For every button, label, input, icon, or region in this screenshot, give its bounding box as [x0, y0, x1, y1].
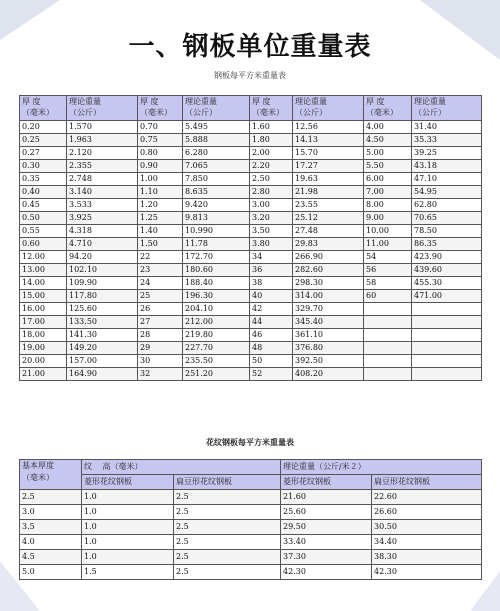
weight-cell: [412, 355, 482, 368]
diamond-pattern-header: 菱形花纹钢板: [281, 475, 372, 490]
diamond-weight-cell: 33.40: [281, 535, 372, 550]
theoretical-weight-header: 理论重量（公斤/米２）: [281, 460, 482, 475]
patterned-plate-table-caption: 花纹钢板每平方米重量表: [206, 437, 294, 447]
lentil-weight-cell: 22.60: [372, 490, 482, 505]
thickness-cell: 7.00: [364, 186, 412, 199]
weight-cell: 149.20: [67, 342, 138, 355]
weight-cell: 7.065: [183, 160, 250, 173]
table-row: [20, 290, 482, 303]
weight-cell: 345.40: [293, 316, 364, 329]
page-title: 一、钢板单位重量表: [128, 32, 372, 62]
thickness-cell: 4.50: [364, 134, 412, 147]
thickness-cell: 1.20: [138, 199, 183, 212]
thickness-header: 厚 度 （毫米）: [20, 96, 67, 121]
base-thickness-cell: 2.5: [20, 490, 82, 505]
weight-cell: 408.20: [293, 368, 364, 381]
weight-header: 理论重量 （公斤）: [412, 96, 482, 121]
table-row: [20, 173, 482, 186]
weight-cell: 117.80: [67, 290, 138, 303]
weight-cell: 423.90: [412, 251, 482, 264]
weight-header: 理论重量 （公斤）: [293, 96, 364, 121]
weight-cell: 455.30: [412, 277, 482, 290]
weight-cell: 109.90: [67, 277, 138, 290]
table-row: [20, 212, 482, 225]
weight-cell: 11.78: [183, 238, 250, 251]
weight-cell: [412, 342, 482, 355]
thickness-cell: 13.00: [20, 264, 67, 277]
thickness-cell: 1.00: [138, 173, 183, 186]
weight-cell: 9.420: [183, 199, 250, 212]
table-row: [20, 251, 482, 264]
diamond-weight-cell: 29.50: [281, 520, 372, 535]
table-row: [20, 186, 482, 199]
weight-cell: 94.20: [67, 251, 138, 264]
thickness-cell: 16.00: [20, 303, 67, 316]
table-row: [20, 505, 482, 520]
thickness-cell: 26: [138, 303, 183, 316]
thickness-cell: 27: [138, 316, 183, 329]
table-row: [20, 303, 482, 316]
weight-cell: 86.35: [412, 238, 482, 251]
weight-cell: 329.70: [293, 303, 364, 316]
weight-header: 理论重量 （公斤）: [183, 96, 250, 121]
base-thickness-cell: 3.5: [20, 520, 82, 535]
weight-header: 理论重量 （公斤）: [67, 96, 138, 121]
thickness-cell: 32: [138, 368, 183, 381]
lentil-weight-cell: 26.60: [372, 505, 482, 520]
thickness-cell: 1.50: [138, 238, 183, 251]
lentil-height-cell: 2.5: [174, 535, 281, 550]
thickness-cell: 14.00: [20, 277, 67, 290]
thickness-header: 厚 度 （毫米）: [250, 96, 293, 121]
thickness-cell: 4.00: [364, 121, 412, 134]
weight-cell: [412, 368, 482, 381]
thickness-cell: [364, 342, 412, 355]
thickness-cell: 54: [364, 251, 412, 264]
thickness-cell: 44: [250, 316, 293, 329]
weight-cell: 376.80: [293, 342, 364, 355]
weight-cell: 164.90: [67, 368, 138, 381]
diamond-height-cell: 1.0: [82, 520, 174, 535]
lentil-weight-cell: 30.50: [372, 520, 482, 535]
thickness-cell: 22: [138, 251, 183, 264]
thickness-cell: 29: [138, 342, 183, 355]
thickness-cell: 11.00: [364, 238, 412, 251]
weight-cell: 2.120: [67, 147, 138, 160]
thickness-cell: 0.75: [138, 134, 183, 147]
thickness-cell: 46: [250, 329, 293, 342]
table-row: [20, 121, 482, 134]
thickness-cell: 18.00: [20, 329, 67, 342]
weight-cell: 47.10: [412, 173, 482, 186]
thickness-cell: 8.00: [364, 199, 412, 212]
thickness-cell: 10.00: [364, 225, 412, 238]
diamond-height-cell: 1.0: [82, 505, 174, 520]
table-header-row: [20, 460, 482, 475]
thickness-cell: 2.80: [250, 186, 293, 199]
thickness-cell: 42: [250, 303, 293, 316]
weight-cell: 29.83: [293, 238, 364, 251]
weight-cell: 43.18: [412, 160, 482, 173]
weight-cell: 361.10: [293, 329, 364, 342]
steel-plate-table-caption: 钢板每平方米重量表: [214, 71, 286, 80]
thickness-cell: 1.80: [250, 134, 293, 147]
table-row: [20, 355, 482, 368]
thickness-cell: 0.40: [20, 186, 67, 199]
thickness-cell: 23: [138, 264, 183, 277]
weight-cell: 1.570: [67, 121, 138, 134]
thickness-cell: 50: [250, 355, 293, 368]
base-thickness-cell: 5.0: [20, 565, 82, 580]
lentil-weight-cell: 42.30: [372, 565, 482, 580]
thickness-cell: 3.20: [250, 212, 293, 225]
thickness-cell: 9.00: [364, 212, 412, 225]
weight-cell: 17.27: [293, 160, 364, 173]
table-row: [20, 316, 482, 329]
diamond-weight-cell: 37.30: [281, 550, 372, 565]
thickness-cell: 21.00: [20, 368, 67, 381]
weight-cell: 3.925: [67, 212, 138, 225]
weight-cell: 70.65: [412, 212, 482, 225]
thickness-cell: 0.35: [20, 173, 67, 186]
weight-cell: 4.318: [67, 225, 138, 238]
weight-cell: 212.00: [183, 316, 250, 329]
table-row: [20, 565, 482, 580]
thickness-cell: 0.25: [20, 134, 67, 147]
lentil-pattern-header: 扁豆形花纹钢板: [372, 475, 482, 490]
weight-cell: 227.70: [183, 342, 250, 355]
table-row: [20, 550, 482, 565]
diamond-pattern-header: 菱形花纹钢板: [82, 475, 174, 490]
lentil-height-cell: 2.5: [174, 550, 281, 565]
table-row: [20, 134, 482, 147]
weight-cell: 5.888: [183, 134, 250, 147]
base-thickness-cell: 3.0: [20, 505, 82, 520]
thickness-cell: 3.00: [250, 199, 293, 212]
thickness-cell: 58: [364, 277, 412, 290]
thickness-cell: 2.50: [250, 173, 293, 186]
weight-cell: 15.70: [293, 147, 364, 160]
weight-cell: 27.48: [293, 225, 364, 238]
weight-cell: 251.20: [183, 368, 250, 381]
weight-cell: 188.40: [183, 277, 250, 290]
table-row: [20, 160, 482, 173]
weight-cell: 471.00: [412, 290, 482, 303]
weight-cell: 5.495: [183, 121, 250, 134]
base-thickness-header: 基本厚度 （毫米）: [20, 460, 82, 490]
table-row: [20, 264, 482, 277]
thickness-cell: 40: [250, 290, 293, 303]
lentil-height-cell: 2.5: [174, 490, 281, 505]
weight-cell: 2.355: [67, 160, 138, 173]
weight-cell: 235.50: [183, 355, 250, 368]
table-header-row: [20, 96, 482, 121]
thickness-cell: 1.40: [138, 225, 183, 238]
thickness-cell: 36: [250, 264, 293, 277]
table-row: [20, 147, 482, 160]
diamond-weight-cell: 42.30: [281, 565, 372, 580]
thickness-cell: 0.30: [20, 160, 67, 173]
thickness-cell: 28: [138, 329, 183, 342]
weight-cell: 14.13: [293, 134, 364, 147]
thickness-cell: 3.50: [250, 225, 293, 238]
weight-cell: 35.33: [412, 134, 482, 147]
thickness-cell: 0.90: [138, 160, 183, 173]
weight-cell: 204.10: [183, 303, 250, 316]
weight-cell: 266.90: [293, 251, 364, 264]
thickness-cell: 0.50: [20, 212, 67, 225]
thickness-cell: 0.27: [20, 147, 67, 160]
table-row: [20, 277, 482, 290]
diamond-weight-cell: 25.60: [281, 505, 372, 520]
thickness-cell: 1.25: [138, 212, 183, 225]
thickness-cell: 52: [250, 368, 293, 381]
table-row: [20, 342, 482, 355]
diamond-height-cell: 1.0: [82, 550, 174, 565]
weight-cell: 439.60: [412, 264, 482, 277]
pattern-height-header: 纹 高（毫米）: [82, 460, 281, 475]
thickness-cell: 5.50: [364, 160, 412, 173]
thickness-cell: 17.00: [20, 316, 67, 329]
diamond-height-cell: 1.5: [82, 565, 174, 580]
weight-cell: 8.635: [183, 186, 250, 199]
weight-cell: 39.25: [412, 147, 482, 160]
weight-cell: [412, 316, 482, 329]
thickness-cell: 24: [138, 277, 183, 290]
thickness-cell: 30: [138, 355, 183, 368]
thickness-cell: 5.00: [364, 147, 412, 160]
thickness-cell: 1.60: [250, 121, 293, 134]
weight-cell: 78.50: [412, 225, 482, 238]
weight-cell: 12.56: [293, 121, 364, 134]
lentil-height-cell: 2.5: [174, 520, 281, 535]
thickness-cell: 38: [250, 277, 293, 290]
weight-cell: [412, 329, 482, 342]
lentil-weight-cell: 38.30: [372, 550, 482, 565]
thickness-cell: 6.00: [364, 173, 412, 186]
weight-cell: 180.60: [183, 264, 250, 277]
table-row: [20, 199, 482, 212]
thickness-cell: 12.00: [20, 251, 67, 264]
weight-cell: 62.80: [412, 199, 482, 212]
thickness-cell: 3.80: [250, 238, 293, 251]
weight-cell: 2.748: [67, 173, 138, 186]
weight-cell: 31.40: [412, 121, 482, 134]
thickness-cell: [364, 316, 412, 329]
weight-cell: 314.00: [293, 290, 364, 303]
thickness-cell: [364, 355, 412, 368]
table-row: [20, 520, 482, 535]
thickness-cell: 2.00: [250, 147, 293, 160]
weight-cell: 141.30: [67, 329, 138, 342]
weight-cell: 3.533: [67, 199, 138, 212]
weight-cell: 7.850: [183, 173, 250, 186]
weight-cell: 54.95: [412, 186, 482, 199]
thickness-header: 厚 度 （毫米）: [138, 96, 183, 121]
base-thickness-cell: 4.5: [20, 550, 82, 565]
weight-cell: 10.990: [183, 225, 250, 238]
thickness-cell: 19.00: [20, 342, 67, 355]
weight-cell: 392.50: [293, 355, 364, 368]
thickness-cell: 56: [364, 264, 412, 277]
weight-cell: 3.140: [67, 186, 138, 199]
table-row: [20, 225, 482, 238]
thickness-cell: 48: [250, 342, 293, 355]
weight-cell: 4.710: [67, 238, 138, 251]
table-row: [20, 490, 482, 505]
weight-cell: 1.963: [67, 134, 138, 147]
thickness-cell: 1.10: [138, 186, 183, 199]
weight-cell: [412, 303, 482, 316]
weight-cell: 219.80: [183, 329, 250, 342]
steel-plate-weight-table: [19, 95, 482, 381]
lentil-height-cell: 2.5: [174, 505, 281, 520]
thickness-cell: 0.20: [20, 121, 67, 134]
lentil-pattern-header: 扁豆形花纹钢板: [174, 475, 281, 490]
weight-cell: 125.60: [67, 303, 138, 316]
table-row: [20, 238, 482, 251]
lentil-weight-cell: 34.40: [372, 535, 482, 550]
weight-cell: 172.70: [183, 251, 250, 264]
weight-cell: 25.12: [293, 212, 364, 225]
diamond-weight-cell: 21.60: [281, 490, 372, 505]
thickness-cell: [364, 329, 412, 342]
weight-cell: 6.280: [183, 147, 250, 160]
thickness-cell: 34: [250, 251, 293, 264]
table-row: [20, 535, 482, 550]
thickness-cell: 0.80: [138, 147, 183, 160]
weight-cell: 282.60: [293, 264, 364, 277]
weight-cell: 21.98: [293, 186, 364, 199]
base-thickness-cell: 4.0: [20, 535, 82, 550]
weight-cell: 133.50: [67, 316, 138, 329]
thickness-cell: 0.70: [138, 121, 183, 134]
thickness-cell: 0.60: [20, 238, 67, 251]
weight-cell: 298.30: [293, 277, 364, 290]
diamond-height-cell: 1.0: [82, 535, 174, 550]
weight-cell: 196.30: [183, 290, 250, 303]
thickness-cell: 20.00: [20, 355, 67, 368]
thickness-cell: 25: [138, 290, 183, 303]
thickness-cell: 0.45: [20, 199, 67, 212]
thickness-cell: 0.55: [20, 225, 67, 238]
weight-cell: 9.813: [183, 212, 250, 225]
thickness-cell: [364, 368, 412, 381]
patterned-plate-weight-table: [19, 459, 482, 580]
weight-cell: 157.00: [67, 355, 138, 368]
table-subheader-row: [20, 475, 482, 490]
diamond-height-cell: 1.0: [82, 490, 174, 505]
weight-cell: 102.10: [67, 264, 138, 277]
thickness-cell: 15.00: [20, 290, 67, 303]
lentil-height-cell: 2.5: [174, 565, 281, 580]
weight-cell: 19.63: [293, 173, 364, 186]
thickness-cell: 60: [364, 290, 412, 303]
table-row: [20, 368, 482, 381]
thickness-header: 厚 度 （毫米）: [364, 96, 412, 121]
weight-cell: 23.55: [293, 199, 364, 212]
thickness-cell: 2.20: [250, 160, 293, 173]
thickness-cell: [364, 303, 412, 316]
table-row: [20, 329, 482, 342]
